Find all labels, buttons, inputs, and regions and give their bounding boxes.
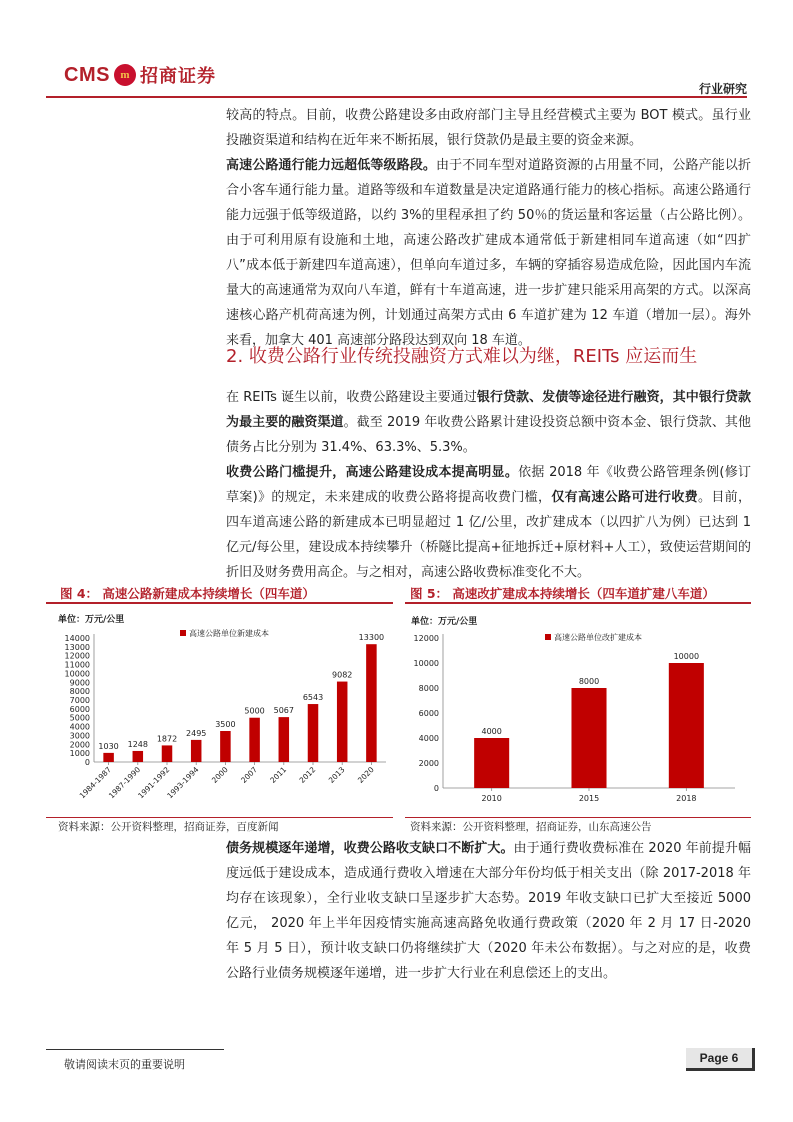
paragraph-capacity (226, 153, 751, 353)
chart4-data-label: 3500 (215, 720, 236, 729)
paragraph-threshold-b: 。目前，四车道高速公路的新建成本已明显超过 1 亿/公里，改扩建成本（以四扩八为例）已达到 1 亿元/每公里，建设成本持续攀升（桥隧比提高+征地拆迁+原材料+人工），致使运营期间的折旧及财务费用高企。与之相对，高速公路收费标准变化不大。 (226, 490, 751, 580)
paragraph-threshold (226, 460, 751, 585)
chart4-ytick-label: 3000 (69, 731, 90, 741)
header-divider (46, 96, 747, 98)
chart4-xtick-label: 2000 (209, 765, 230, 785)
section-title: 2. 收费公路行业传统投融资方式难以为继，REITs 应运而生 (226, 346, 698, 367)
footer-divider (46, 1049, 224, 1050)
logo-chinese: 招商证券 (139, 66, 216, 87)
chart4-ytick-label: 0 (84, 758, 90, 767)
chart4-bar (162, 745, 173, 762)
chart4-xtick-label: 2012 (297, 765, 318, 785)
chart4-ytick-label: 13000 (64, 642, 90, 652)
chart4-xtick-label: 2020 (355, 765, 376, 785)
paragraph-threshold-lead: 收费公路门槛提升，高速公路建设成本提高明显。 (226, 465, 519, 480)
chart4-ytick-label: 1000 (69, 749, 90, 759)
chart5-bar (571, 688, 606, 788)
paragraph-capacity-body: 由于不同车型对道路资源的占用量不同，公路产能以折合小客车通行能力量。道路等级和车道数量是决定道路通行能力的核心指标。高速公路通行能力远强于低等级道路，以约 3%的里程承担了约 50％的货运量和客运量（占公路比例）。由于可利用原有设施和土地，高速公路改扩建成本通常低于新建相同车道高速（如“四扩八”成本低于新建四车道高速），但单向车道过多，车辆的穿插容易造成危险，因此国内车流量大的高速通常为双向八车道，鲜有十车道高速，进一步扩建只能采用高架的方式。以深高速核心路产机荷高速为例，计划通过高架方式由 6 车道扩建为 12 车道（增加一层）。海外来看，加拿大 401 高速部分路段达到双向 18 车道。 (226, 158, 751, 348)
paragraph-debt-lead: 债务规模逐年递增，收费公路收支缺口不断扩大。 (226, 841, 514, 856)
chart4-legend-swatch (180, 630, 186, 636)
chart5-bar (669, 663, 704, 788)
chart5-data-label: 10000 (673, 652, 700, 661)
chart4-root (58, 613, 386, 800)
chart4-bar (191, 740, 202, 762)
paragraph-financing (226, 385, 751, 460)
paragraph-debt-body: 由于通行费收费标准在 2020 年前提升幅度远低于建设成本，造成通行费收入增速在大部分年份均低于相关支出（除 2017-2018 年均存在该现象），全行业收支缺口呈逐步扩大态势。2019 年收支缺口已扩大至接近 5000 亿元， 2020 年上半年因疫情实施高速高路免收通行费政策（2020 年 2 月 17 日-2020 年 5 月 5 日），预计收支缺口仍将继续扩大（2020 年未公布数据）。与之对应的是，收费公路行业债务规模逐年递增，进一步扩大行业在利息偿还上的支出。 (226, 841, 751, 981)
chart5-data-label: 4000 (481, 727, 502, 736)
brand-logo (64, 60, 216, 90)
chart4-bar (366, 644, 377, 762)
figure5-source-rule (405, 817, 751, 818)
chart4-bar (103, 753, 114, 762)
chart4-bar (133, 751, 144, 762)
chart4-data-label: 6543 (302, 693, 324, 703)
chart4-data-label: 13300 (358, 633, 385, 643)
chart5-legend-swatch (545, 634, 551, 640)
logo-badge-icon: m (114, 64, 136, 86)
figure5-chart (405, 606, 751, 816)
chart4-ytick-label: 10000 (64, 669, 90, 679)
chart5-bar (474, 738, 509, 788)
paragraph-capacity-lead: 高速公路通行能力远超低等级路段。 (226, 158, 437, 173)
paragraph-debt (226, 836, 751, 986)
paragraph-financing-b: 。截至 2019 年收费公路累计建设投资总额中资本金、银行贷款、其他债务占比分别为 31.4%、63.3%、5.3%。 (226, 415, 751, 455)
chart5-xtick-label: 2018 (676, 794, 697, 803)
chart5-ytick-label: 12000 (413, 634, 439, 643)
chart4-xtick-label: 1993-1994 (165, 765, 201, 801)
figure4-chart (46, 606, 393, 816)
figure4-title-rule (46, 602, 393, 604)
chart4-xtick-label: 1987-1990 (106, 765, 143, 801)
chart4-xtick-label: 1991-1992 (136, 765, 172, 801)
chart4-data-label: 1030 (98, 741, 119, 751)
chart4-xtick-label: 2007 (239, 765, 260, 785)
figure5-source: 资料来源：公开资料整理，招商证券，山东高速公告 (410, 821, 652, 833)
chart4-unit-label: 单位：万元/公里 (58, 615, 125, 625)
chart5-ytick-label: 4000 (418, 734, 439, 743)
chart4-ytick-label: 6000 (69, 704, 90, 714)
chart4-data-label: 9082 (332, 670, 353, 680)
chart4-data-label: 5000 (244, 706, 265, 716)
chart4-data-label: 2495 (186, 728, 207, 738)
chart4-ytick-label: 7000 (69, 696, 90, 705)
chart4-legend-label: 高速公路单位新建成本 (189, 629, 269, 638)
paragraph-threshold-bold: 仅有高速公路可进行收费 (551, 490, 698, 505)
chart4-data-label: 1872 (156, 734, 178, 744)
logo-latin: CMS (64, 63, 110, 86)
chart5-xtick-label: 2010 (481, 794, 502, 803)
figure5-title-rule (405, 602, 751, 604)
chart4-bar (220, 731, 231, 762)
chart5-ytick-label: 6000 (418, 709, 439, 718)
figure5-title: 图 5： 高速改扩建成本持续增长（四车道扩建八车道） (410, 586, 715, 601)
chart4-ytick-label: 4000 (69, 722, 90, 732)
page-number: Page 6 (686, 1048, 755, 1071)
chart5-ytick-label: 8000 (418, 684, 439, 693)
footer-disclaimer: 敬请阅读末页的重要说明 (64, 1058, 185, 1071)
chart4-ytick-label: 9000 (69, 678, 90, 688)
chart5-ytick-label: 0 (433, 784, 439, 793)
chart4-data-label: 5067 (273, 706, 294, 716)
chart5-xtick-label: 2015 (578, 794, 600, 803)
chart4-ytick-label: 14000 (64, 634, 90, 643)
figure4-title: 图 4： 高速公路新建成本持续增长（四车道） (60, 586, 315, 601)
chart4-bar (337, 682, 348, 762)
chart4-xtick-label: 2011 (268, 765, 289, 785)
chart4-xtick-label: 2013 (326, 765, 347, 785)
report-type-label: 行业研究 (698, 82, 747, 96)
chart5-legend-label: 高速公路单位改扩建成本 (554, 633, 642, 642)
chart4-ytick-label: 8000 (69, 687, 90, 697)
chart5-root (411, 615, 735, 803)
figure4-source: 资料来源：公开资料整理，招商证券，百度新闻 (58, 821, 279, 833)
chart5-ytick-label: 2000 (418, 759, 439, 768)
paragraph-financing-a: 在 REITs 诞生以前，收费公路建设主要通过 (226, 390, 477, 405)
chart4-ytick-label: 5000 (69, 713, 90, 723)
chart4-bar (249, 718, 260, 762)
chart5-data-label: 8000 (578, 677, 600, 686)
chart4-bar (308, 704, 319, 762)
chart4-bar (279, 717, 290, 762)
chart4-ytick-label: 11000 (64, 660, 90, 670)
chart4-ytick-label: 2000 (69, 740, 90, 750)
figure4-source-rule (46, 817, 393, 818)
paragraph-intro: 较高的特点。目前，收费公路建设多由政府部门主导且经营模式主要为 BOT 模式。虽行业投融资渠道和结构在近年来不断拓展，银行贷款仍是最主要的资金来源。 (226, 108, 751, 148)
paragraph-financing-bold: 银行贷款、发债等途径进行融资，其中银行贷款为最主要的融资渠道 (226, 390, 751, 430)
chart5-ytick-label: 10000 (413, 659, 439, 668)
chart5-unit-label: 单位：万元/公里 (411, 617, 478, 627)
chart4-ytick-label: 12000 (64, 651, 90, 661)
paragraph-threshold-a: 依据 2018 年《收费公路管理条例(修订草案)》的规定，未来建成的收费公路将提高收费门槛， (226, 465, 751, 505)
chart4-xtick-label: 1984-1987 (77, 765, 114, 801)
chart4-data-label: 1248 (127, 739, 148, 749)
